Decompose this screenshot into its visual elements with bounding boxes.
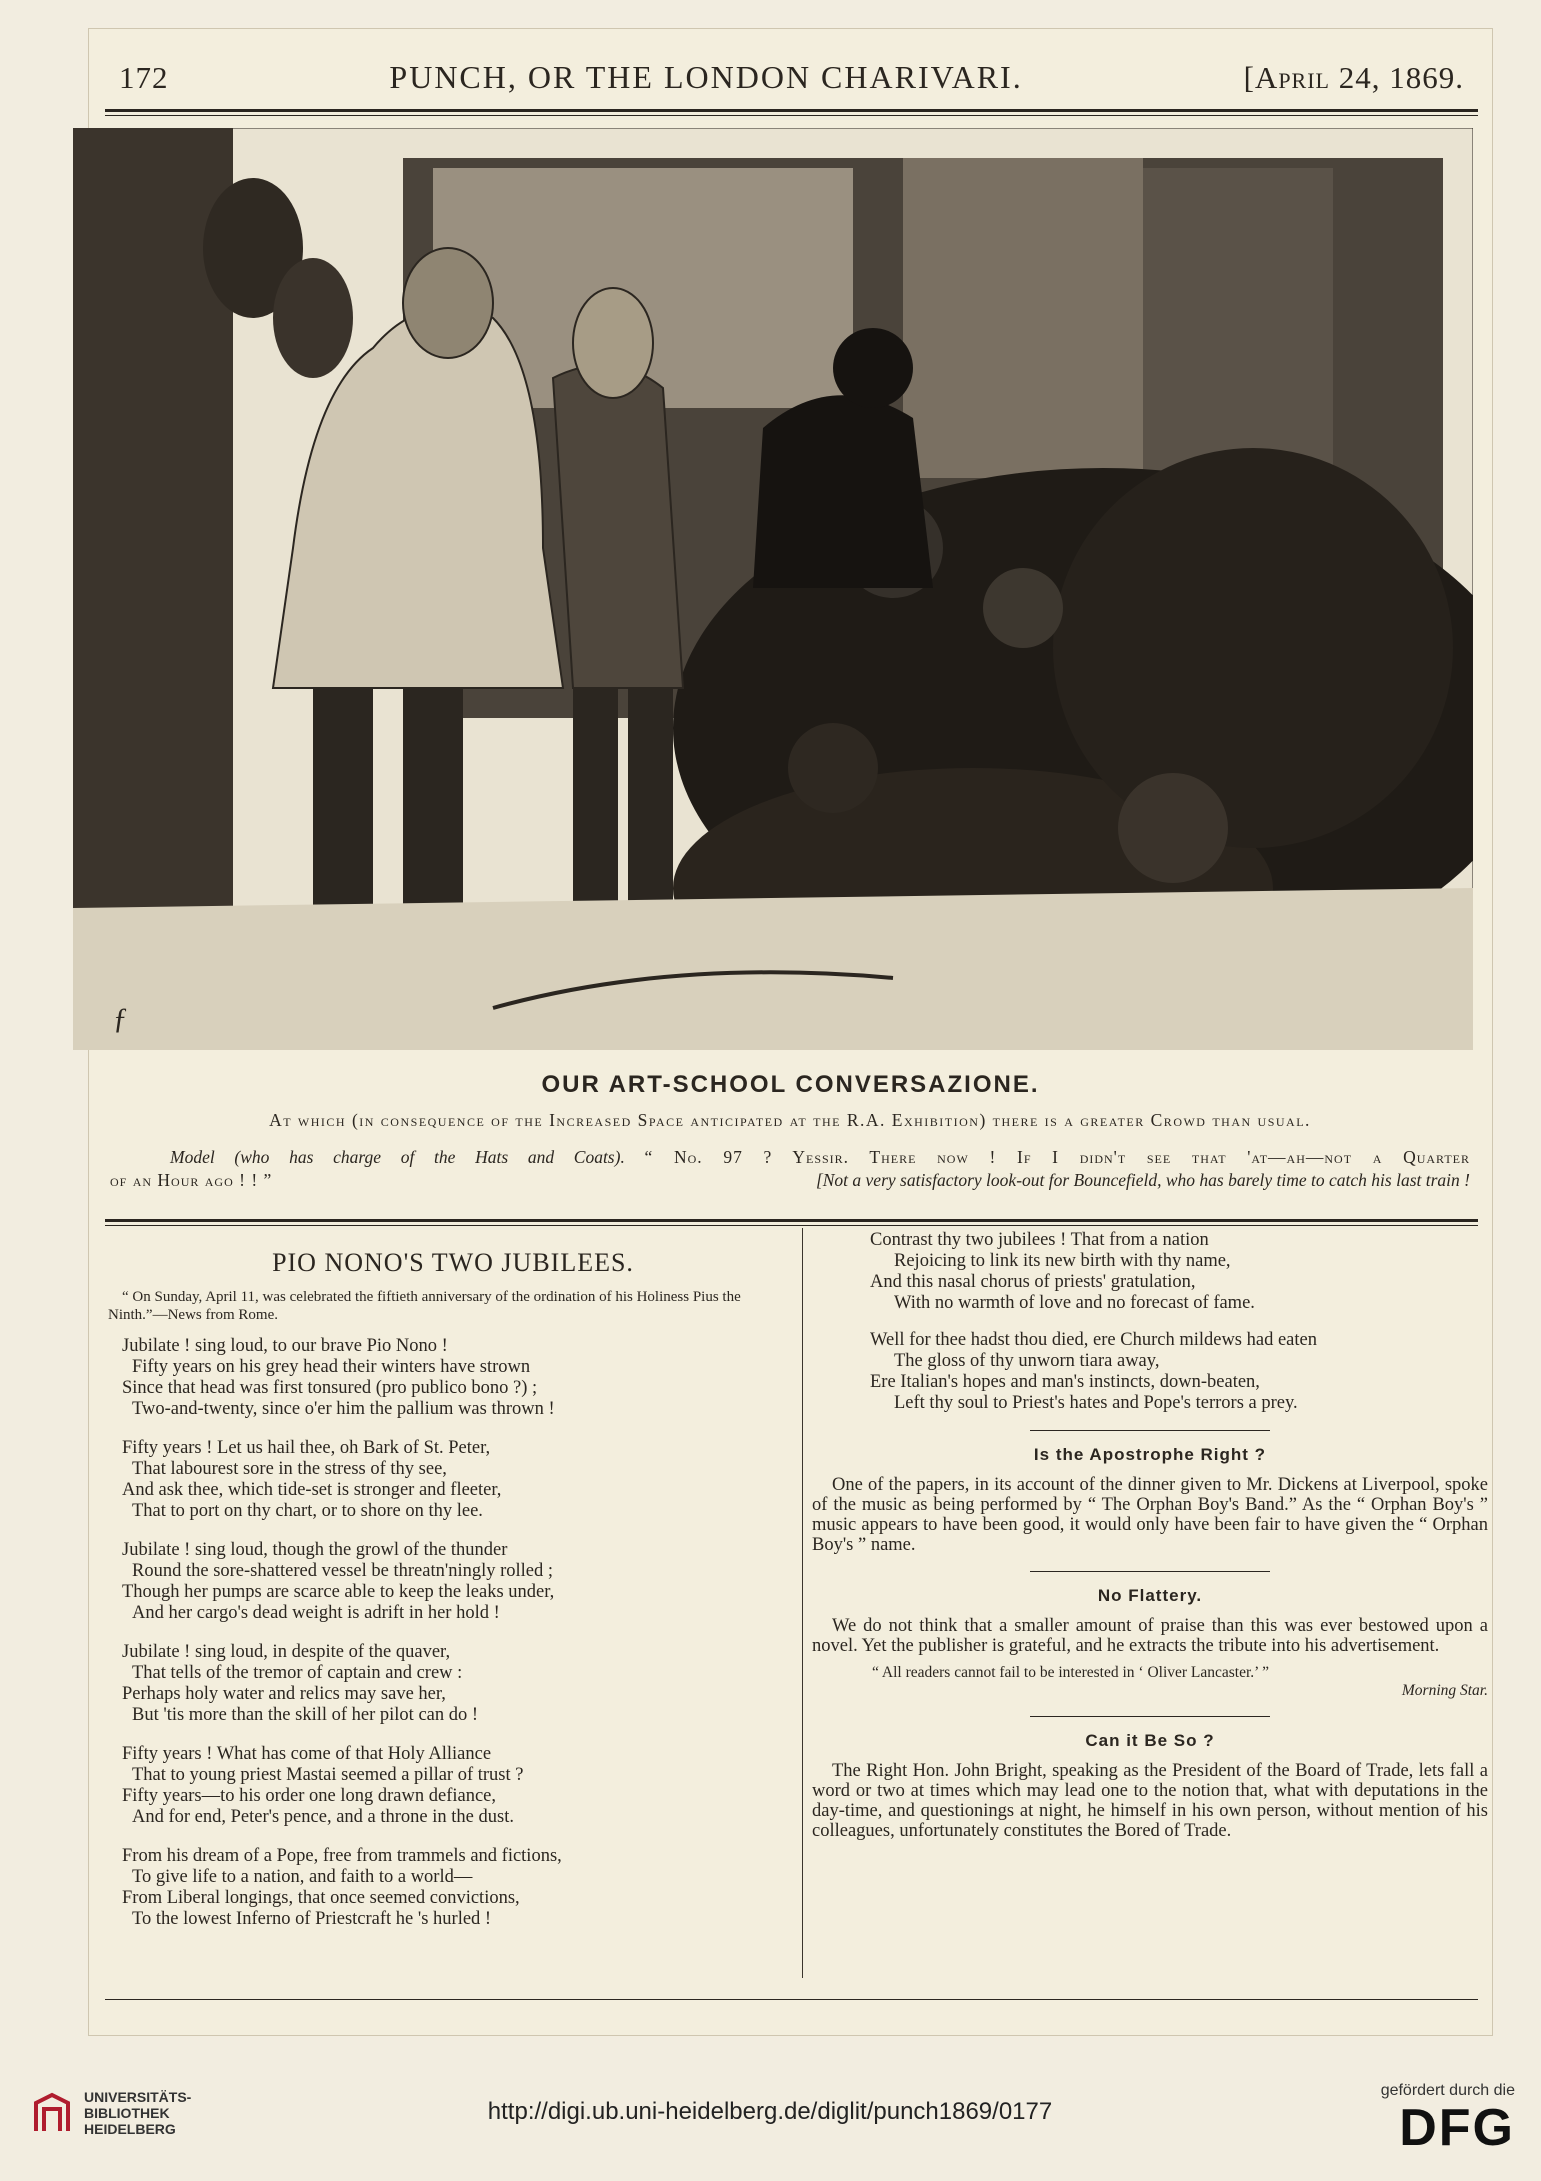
caption-speech: “ No. 97 ? Yessir. There now ! If I didn't see that 'at—ah—not a Quarter bbox=[644, 1147, 1471, 1167]
poem-line: Round the sore-shattered vessel be threatn'ningly rolled ; bbox=[132, 1561, 554, 1581]
poem-stanza bbox=[108, 1744, 798, 1828]
poem-line: From his dream of a Pope, free from trammels and fictions, bbox=[122, 1846, 562, 1866]
poem-line: Contrast thy two jubilees ! That from a nation bbox=[870, 1230, 1209, 1250]
poem-line: From Liberal longings, that once seemed convictions, bbox=[122, 1888, 520, 1908]
poem-line: But 'tis more than the skill of her pilot can do ! bbox=[132, 1705, 479, 1725]
poem-stanza bbox=[812, 1330, 1488, 1414]
poem-line: Two-and-twenty, since o'er him the pallium was thrown ! bbox=[132, 1399, 555, 1419]
poem-line: That to young priest Mastai seemed a pillar of trust ? bbox=[132, 1765, 524, 1785]
cartoon-rule-thin bbox=[105, 1225, 1478, 1226]
bottom-rule bbox=[105, 1999, 1478, 2000]
poem-stanza bbox=[108, 1336, 798, 1420]
poem-line: That to port on thy chart, or to shore on thy lee. bbox=[132, 1501, 483, 1521]
poem-line: That tells of the tremor of captain and crew : bbox=[132, 1663, 463, 1683]
header-rule-thin bbox=[105, 115, 1478, 116]
page-number: 172 bbox=[119, 60, 169, 95]
article-quote: “ All readers cannot fail to be interested in ‘ Oliver Lancaster.’ ” bbox=[872, 1664, 1269, 1681]
cartoon-rule bbox=[105, 1219, 1478, 1222]
poem-line: Perhaps holy water and relics may save her, bbox=[122, 1684, 446, 1704]
poem-line: And for end, Peter's pence, and a throne in the dust. bbox=[132, 1807, 514, 1827]
article-divider bbox=[1030, 1571, 1270, 1572]
poem-title: PIO NONO'S TWO JUBILEES. bbox=[272, 1248, 634, 1277]
article-divider bbox=[1030, 1430, 1270, 1431]
funded-by-label: gefördert durch die bbox=[1380, 2082, 1515, 2099]
issue-date: [April 24, 1869. bbox=[1243, 60, 1464, 95]
column-divider bbox=[802, 1228, 803, 1978]
article-body: One of the papers, in its account of the dinner given to Mr. Dickens at Liverpool, spoke of the music as being performed by “ The Orphan Boy's Band.” As the “ Orphan Boy's ” music appears to have been good, it would only have been fair to have given the “ Orphan Boy's ” name. bbox=[812, 1475, 1488, 1555]
poem-line: Fifty years—to his order one long drawn defiance, bbox=[122, 1786, 497, 1806]
svg-text:ƒ: ƒ bbox=[113, 1002, 128, 1035]
article-title: Can it Be So ? bbox=[1085, 1731, 1215, 1750]
caption-line-2 bbox=[110, 1169, 1470, 1192]
right-column bbox=[812, 1230, 1488, 1841]
poem-stanzas-left bbox=[108, 1336, 798, 1930]
library-logo[interactable] bbox=[32, 2089, 191, 2137]
cartoon-title: OUR ART-SCHOOL CONVERSAZIONE. bbox=[541, 1071, 1040, 1098]
poem-line: Jubilate ! sing loud, to our brave Pio Nono ! bbox=[122, 1336, 448, 1356]
poem-stanza bbox=[108, 1846, 798, 1930]
poem-line: Fifty years ! Let us hail thee, oh Bark of St. Peter, bbox=[122, 1438, 491, 1458]
poem-stanza bbox=[108, 1438, 798, 1522]
poem-line: That labourest sore in the stress of thy see, bbox=[132, 1459, 447, 1479]
poem-line: Though her pumps are scarce able to keep the leaks under, bbox=[122, 1582, 555, 1602]
poem-line: And ask thee, which tide-set is stronger and fleeter, bbox=[122, 1480, 502, 1500]
article-attribution: Morning Star. bbox=[1401, 1682, 1488, 1699]
library-emblem-icon bbox=[32, 2091, 72, 2135]
poem-line: Fifty years ! What has come of that Holy Alliance bbox=[122, 1744, 492, 1764]
poem-stanzas-right bbox=[812, 1230, 1488, 1414]
poem-stanza bbox=[812, 1230, 1488, 1314]
poem-line: Since that head was first tonsured (pro publico bono ?) ; bbox=[122, 1378, 538, 1398]
poem-line: Jubilate ! sing loud, though the growl of the thunder bbox=[122, 1540, 508, 1560]
poem-stanza bbox=[108, 1642, 798, 1726]
caption-line-1 bbox=[110, 1146, 1470, 1169]
caption-speech-end: of an Hour ago ! ! ” bbox=[110, 1170, 273, 1190]
article-body: We do not think that a smaller amount of praise than this was ever bestowed upon a novel. Yet the publisher is grateful, and he extracts the tribute into his advertisement. bbox=[812, 1616, 1488, 1656]
poem-line: To the lowest Inferno of Priestcraft he 's hurled ! bbox=[132, 1909, 492, 1929]
dfg-wordmark: DFG bbox=[1399, 2099, 1515, 2157]
poem-line: And her cargo's dead weight is adrift in her hold ! bbox=[132, 1603, 500, 1623]
cartoon-subtitle: At which (in consequence of the Increased Space anticipated at the R.A. Exhibition) there is a greater Crowd than usual. bbox=[269, 1110, 1311, 1130]
poem-line: And this nasal chorus of priests' gratulation, bbox=[870, 1272, 1196, 1292]
poem-line: Jubilate ! sing loud, in despite of the quaver, bbox=[122, 1642, 451, 1662]
page-header bbox=[119, 59, 1464, 103]
article-title: No Flattery. bbox=[1097, 1586, 1203, 1605]
dfg-logo[interactable] bbox=[1381, 2082, 1515, 2156]
poem-line: The gloss of thy unworn tiara away, bbox=[894, 1351, 1160, 1371]
poem-line: Well for thee hadst thou died, ere Church mildews had eaten bbox=[870, 1330, 1317, 1350]
cartoon-caption bbox=[110, 1146, 1470, 1192]
header-rule bbox=[105, 109, 1478, 112]
poem-line: To give life to a nation, and faith to a world— bbox=[132, 1867, 473, 1887]
left-column bbox=[108, 1238, 798, 1948]
poem-line: Fifty years on his grey head their winters have strown bbox=[132, 1357, 531, 1377]
source-url-link[interactable]: http://digi.ub.uni-heidelberg.de/diglit/punch1869/0177 bbox=[487, 2098, 1053, 2125]
caption-speaker: Model (who has charge of the Hats and Coats). bbox=[170, 1147, 625, 1167]
poem-line: With no warmth of love and no forecast of fame. bbox=[894, 1293, 1255, 1313]
poem-line: Left thy soul to Priest's hates and Pope's terrors a prey. bbox=[894, 1393, 1298, 1413]
poem-line: Ere Italian's hopes and man's instincts, down-beaten, bbox=[870, 1372, 1260, 1392]
article-divider bbox=[1030, 1716, 1270, 1717]
masthead-title: PUNCH, OR THE LONDON CHARIVARI. bbox=[389, 59, 1023, 95]
article-title: Is the Apostrophe Right ? bbox=[1033, 1445, 1267, 1464]
library-name: UNIVERSITÄTS- BIBLIOTHEK HEIDELBERG bbox=[84, 2089, 192, 2137]
poem-line: Rejoicing to link its new birth with thy name, bbox=[894, 1251, 1231, 1271]
poem-epigraph: “ On Sunday, April 11, was celebrated the fiftieth anniversary of the ordination of his Holiness Pius the Ninth.”—News from Rome. bbox=[108, 1289, 741, 1323]
cartoon-illustration bbox=[73, 128, 1473, 1050]
caption-note: [Not a very satisfactory look-out for Bouncefield, who has barely time to catch his last train ! bbox=[815, 1170, 1470, 1190]
poem-stanza bbox=[108, 1540, 798, 1624]
article-body: The Right Hon. John Bright, speaking as the President of the Board of Trade, lets fall a word or two at times which may lead one to the notion that, what with deputations in the day-time, and questionings at night, he himself in his own person, without mention of his colleagues, unfortunately constitutes the Bored of Trade. bbox=[812, 1761, 1488, 1841]
